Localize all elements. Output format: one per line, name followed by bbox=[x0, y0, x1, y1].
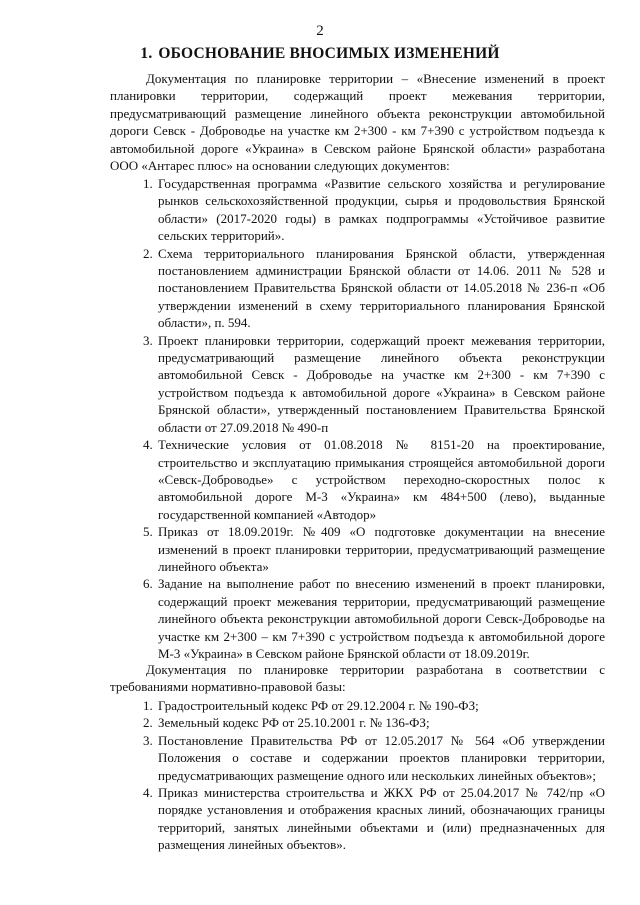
list-item-text: Задание на выполнение работ по внесению изменений в проект планировки, содержащий проект межевания территории, предусматривающий размещение линейного объекта реконструкции автомобильной дороги Севск-Доброводье на участке км 2+300 – км 7+390 с устройством подъезда к автомобильной дороге М-3 «Украина» в Севском районе Брянской области от 18.09.2019г. bbox=[158, 576, 605, 661]
list-item-text: Постановление Правительства РФ от 12.05.2017 № 564 «Об утверждении Положения о составе и содержании проектов планировки территории, предусматривающих размещение одного или нескольких линейных объектов»; bbox=[158, 732, 605, 783]
intro-block bbox=[110, 70, 605, 174]
list-marker: 1. bbox=[143, 698, 153, 713]
list-marker: 2. bbox=[143, 245, 153, 261]
section-heading bbox=[0, 44, 640, 64]
list-marker: 3. bbox=[143, 732, 153, 748]
list-item-text: Государственная программа «Развитие сельского хозяйства и регулирование рынков сельскохозяйственной продукции, сырья и продовольствия Брянской области» (2017-2020 годы) в рамках подпрограммы «Устойчивое развитие сельских территорий». bbox=[158, 176, 605, 244]
list-marker: 6. bbox=[143, 576, 153, 592]
list-item-text: Схема территориального планирования Брянской области, утвержденная постановлением администрации Брянской области от 14.06. 2011 № 528 и постановлением Правительства Брянской области от 14.05.2018 № 236-п «Об утверждении изменений в схему территориального планирования Брянской области», п. 594. bbox=[158, 245, 605, 331]
list-item-text: Проект планировки территории, содержащий проект межевания территории, предусматривающий размещение линейного объекта реконструкции автомобильной Севск - Доброводье на участке км 2+300 - км 7+390 с устройством подъезда к автомобильной дороге «Украина» в Севском районе Брянской области», утвержденный постановлением Правительства Брянской области от 27.09.2018 № 490-п bbox=[158, 332, 605, 435]
list-item bbox=[110, 714, 605, 731]
list-item bbox=[110, 575, 605, 662]
list-marker: 4. bbox=[143, 437, 153, 453]
list-item-text: Земельный кодекс РФ от 25.10.2001 г. № 136-ФЗ; bbox=[158, 715, 430, 731]
intro-paragraph: Документация по планировке территории – «Внесение изменений в проект планировки территории, содержащий проект межевания территории, предусматривающий размещение линейного объекта реконструкции автомобильной дороги Севск - Доброводье на участке км 2+300 - км 7+390 с устройством подъезда к автомобильной дороге «Украина» в Севском районе Брянской области» разработана ООО «Антарес плюс» на основании следующих документов: bbox=[110, 71, 605, 174]
regulatory-documents-block bbox=[110, 697, 605, 854]
list-item bbox=[110, 332, 605, 436]
section-title: ОБОСНОВАНИЕ ВНОСИМЫХ ИЗМЕНЕНИЙ bbox=[158, 45, 500, 62]
list-marker: 5. bbox=[143, 524, 153, 540]
list-item bbox=[110, 436, 605, 523]
basis-documents-list bbox=[110, 175, 605, 662]
list-item-text: Приказ министерства строительства и ЖКХ РФ от 25.04.2017 № 742/пр «О порядке установления и отображения красных линий, обозначающих границы территорий, занятых линейными объектами и (или) предназначенных для размещения линейных объектов». bbox=[158, 785, 605, 853]
page-number: 2 bbox=[316, 23, 324, 39]
list-item-text: Градостроительный кодекс РФ от 29.12.2004 г. № 190-ФЗ; bbox=[158, 698, 479, 713]
regulatory-documents-list bbox=[110, 697, 605, 854]
list-item-text: Технические условия от 01.08.2018 № 8151-20 на проектирование, строительство и эксплуатацию примыкания строящейся автомобильной дороги «Севск-Доброводье» с устройством переходно-скоростных полос к автомобильной дороге М-3 «Украина» км 484+500 (лево), выданные государственной компанией «Автодор» bbox=[158, 437, 605, 522]
list-item bbox=[110, 784, 605, 854]
list-item-text: Приказ от 18.09.2019г. №409 «О подготовке документации на внесение изменений в проект планировки территории, предусматривающий размещение линейного объекта» bbox=[158, 524, 605, 574]
list-item bbox=[110, 697, 605, 714]
list-marker: 2. bbox=[143, 715, 153, 731]
list-item bbox=[110, 175, 605, 245]
list-marker: 4. bbox=[143, 785, 153, 801]
regulatory-intro-block bbox=[110, 661, 605, 696]
list-item bbox=[110, 732, 605, 784]
regulatory-paragraph: Документация по планировке территории разработана в соответствии с требованиями нормативно-правовой базы: bbox=[110, 662, 605, 695]
section-number: 1. bbox=[140, 45, 153, 62]
list-item bbox=[110, 245, 605, 332]
list-marker: 1. bbox=[143, 176, 153, 191]
basis-documents-block bbox=[110, 175, 605, 662]
list-marker: 3. bbox=[143, 332, 153, 348]
list-item bbox=[110, 523, 605, 575]
